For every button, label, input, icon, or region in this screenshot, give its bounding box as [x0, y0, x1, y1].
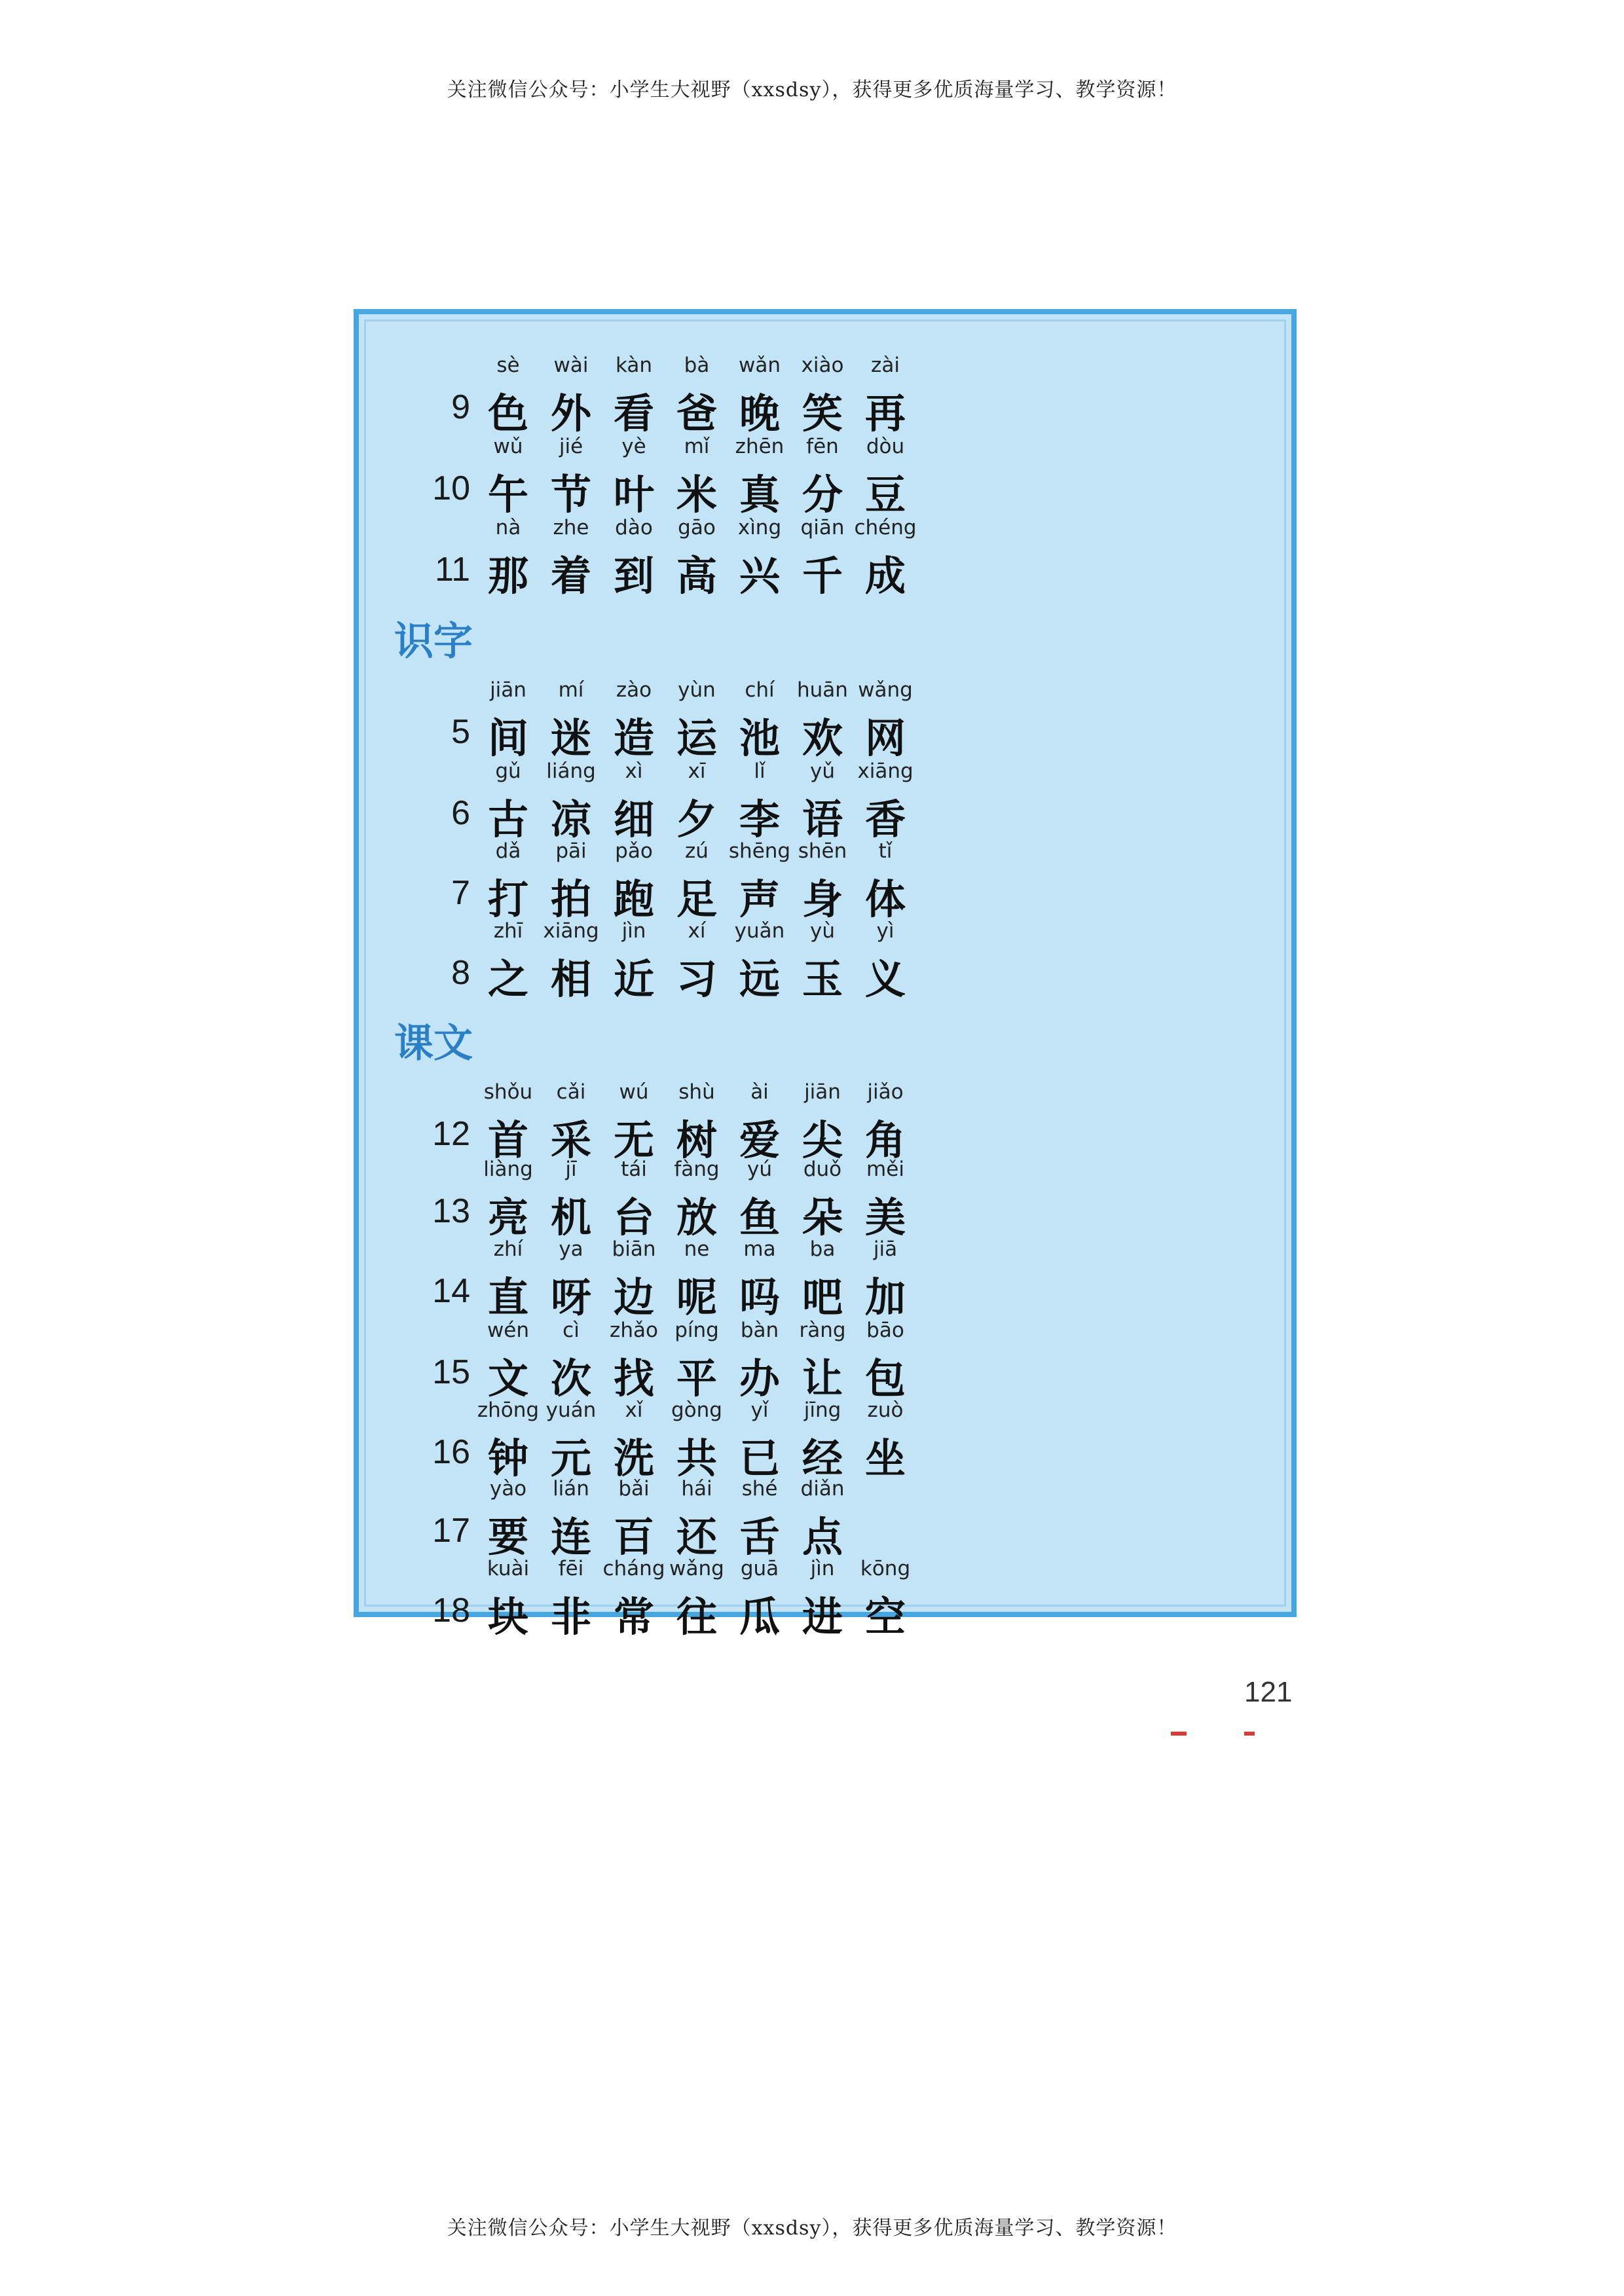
hanzi-character: 细	[613, 795, 654, 843]
hanzi-character: 共	[676, 1434, 717, 1482]
hanzi-character: 那	[487, 552, 528, 600]
hanzi-character: 往	[676, 1593, 717, 1641]
pinyin-label: wén	[487, 1319, 530, 1342]
lesson-row	[359, 1398, 1289, 1482]
pinyin-label: bà	[684, 354, 710, 377]
hanzi-character: 平	[676, 1355, 717, 1402]
character-cell	[853, 354, 918, 437]
lesson-number: 16	[432, 1433, 470, 1471]
hanzi-character: 声	[739, 875, 780, 923]
hanzi-character: 呢	[676, 1273, 717, 1321]
hanzi-character: 间	[487, 714, 528, 762]
pinyin-label: ma	[743, 1237, 776, 1261]
lesson-row	[359, 759, 1289, 843]
hanzi-character: 百	[613, 1513, 654, 1561]
pinyin-label: dǎ	[495, 839, 521, 863]
lesson-number: 14	[432, 1272, 470, 1310]
watermark-top: 关注微信公众号：小学生大视野（xxsdsy），获得更多优质海量学习、教学资源！	[447, 79, 1177, 101]
pinyin-label: shǒu	[483, 1080, 533, 1104]
lesson-row	[359, 435, 1289, 519]
character-cell	[853, 919, 918, 1003]
hanzi-character: 钟	[487, 1434, 528, 1482]
pinyin-label: jìn	[810, 1557, 835, 1580]
hanzi-character: 舌	[739, 1513, 780, 1561]
hanzi-character: 欢	[802, 714, 843, 762]
hanzi-character: 连	[550, 1513, 591, 1561]
hanzi-character: 包	[864, 1355, 906, 1402]
pinyin-label: ràng	[799, 1319, 846, 1342]
hanzi-character: 鱼	[739, 1194, 780, 1241]
page-number: 121	[1244, 1676, 1293, 1708]
pinyin-label: xǐ	[625, 1398, 643, 1422]
hanzi-character: 尖	[802, 1116, 843, 1164]
hanzi-character: 点	[802, 1513, 843, 1561]
hanzi-character: 真	[739, 471, 780, 519]
hanzi-character: 树	[676, 1116, 717, 1164]
pinyin-label: yè	[621, 435, 646, 458]
pinyin-label: chí	[745, 678, 775, 702]
pinyin-label: shēn	[798, 839, 847, 863]
pinyin-label: zhǎo	[610, 1319, 658, 1342]
hanzi-character: 亮	[487, 1194, 528, 1241]
pinyin-label: wǎng	[669, 1557, 724, 1580]
pinyin-label: bàn	[740, 1319, 779, 1342]
hanzi-character: 近	[613, 955, 654, 1003]
red-mark	[1171, 1732, 1187, 1736]
hanzi-character: 朵	[802, 1194, 843, 1241]
lesson-number: 8	[451, 954, 470, 992]
lesson-row	[359, 1080, 1289, 1164]
hanzi-character: 美	[864, 1194, 906, 1241]
hanzi-character: 常	[613, 1593, 654, 1641]
hanzi-character: 色	[487, 390, 528, 437]
hanzi-character: 米	[676, 471, 717, 519]
pinyin-label: wǎn	[739, 354, 781, 377]
hanzi-character: 台	[613, 1194, 654, 1241]
lesson-row	[359, 839, 1289, 923]
pinyin-label: fēi	[558, 1557, 584, 1580]
pinyin-label: zhēn	[735, 435, 784, 458]
hanzi-character: 机	[550, 1194, 591, 1241]
hanzi-character: 到	[613, 552, 654, 600]
hanzi-character: 角	[864, 1116, 906, 1164]
pinyin-label: zài	[871, 354, 900, 377]
pinyin-label: zhōng	[477, 1398, 540, 1422]
lesson-row	[359, 354, 1289, 437]
hanzi-character: 块	[487, 1593, 528, 1641]
pinyin-label: kōng	[860, 1557, 911, 1580]
pinyin-label: yuán	[545, 1398, 597, 1422]
hanzi-character: 迷	[550, 714, 591, 762]
pinyin-label: dòu	[866, 435, 905, 458]
pinyin-label: duǒ	[803, 1157, 842, 1181]
hanzi-character: 直	[487, 1273, 528, 1321]
lesson-row	[359, 678, 1289, 762]
hanzi-character: 加	[864, 1273, 906, 1321]
hanzi-character: 跑	[613, 875, 654, 923]
red-mark	[1244, 1732, 1255, 1736]
pinyin-label: xiāng	[857, 759, 913, 783]
hanzi-character: 元	[550, 1434, 591, 1482]
hanzi-character: 已	[739, 1434, 780, 1482]
pinyin-label: dào	[615, 516, 653, 539]
pinyin-label: shēng	[728, 839, 791, 863]
hanzi-character: 首	[487, 1116, 528, 1164]
hanzi-character: 再	[864, 390, 906, 437]
pinyin-label: mí	[558, 678, 584, 702]
pinyin-label: bāo	[866, 1319, 904, 1342]
pinyin-label: cì	[563, 1319, 580, 1342]
character-cell	[853, 1157, 918, 1241]
hanzi-character: 语	[802, 795, 843, 843]
character-cell	[853, 759, 918, 843]
lesson-row	[359, 1557, 1289, 1641]
hanzi-character: 瓜	[739, 1593, 780, 1641]
hanzi-character: 池	[739, 714, 780, 762]
hanzi-character: 经	[802, 1434, 843, 1482]
lesson-row	[359, 1237, 1289, 1321]
pinyin-label: zú	[685, 839, 709, 863]
hanzi-character: 运	[676, 714, 717, 762]
pinyin-label: jī	[565, 1157, 577, 1181]
hanzi-character: 空	[864, 1593, 906, 1641]
hanzi-character: 采	[550, 1116, 591, 1164]
lesson-row	[359, 1477, 1289, 1561]
pinyin-label: mǐ	[684, 435, 710, 458]
hanzi-character: 让	[802, 1355, 843, 1402]
pinyin-label: ne	[684, 1237, 710, 1261]
pinyin-label: kuài	[487, 1557, 530, 1580]
hanzi-character: 打	[487, 875, 528, 923]
hanzi-character: 之	[487, 955, 528, 1003]
hanzi-character: 节	[550, 471, 591, 519]
pinyin-label: tái	[621, 1157, 647, 1181]
lesson-number: 17	[432, 1512, 470, 1550]
pinyin-label: yì	[876, 919, 895, 943]
lesson-number: 6	[451, 794, 470, 832]
hanzi-character: 办	[739, 1355, 780, 1402]
pinyin-label: chéng	[854, 516, 917, 539]
pinyin-label: ba	[809, 1237, 836, 1261]
hanzi-character: 造	[613, 714, 654, 762]
pinyin-label: nà	[495, 516, 521, 539]
lesson-number: 11	[435, 551, 470, 589]
character-cell	[790, 1477, 855, 1561]
pinyin-label: wú	[619, 1080, 649, 1104]
hanzi-character: 午	[487, 471, 528, 519]
pinyin-label: huān	[797, 678, 848, 702]
pinyin-label: píng	[674, 1319, 719, 1342]
lesson-number: 7	[451, 874, 470, 912]
pinyin-label: diǎn	[800, 1477, 845, 1501]
pinyin-label: zào	[616, 678, 652, 702]
hanzi-character: 晚	[739, 390, 780, 437]
pinyin-label: zuò	[867, 1398, 904, 1422]
section-title: 课文	[394, 1021, 473, 1066]
pinyin-label: xiāng	[543, 919, 599, 943]
pinyin-label: pǎo	[615, 839, 653, 863]
pinyin-label: yú	[747, 1157, 772, 1181]
section-title: 识字	[394, 619, 473, 665]
hanzi-character: 叶	[613, 471, 654, 519]
hanzi-character: 习	[676, 955, 717, 1003]
character-table-panel	[354, 309, 1297, 1641]
hanzi-character: 着	[550, 552, 591, 600]
hanzi-character: 边	[613, 1273, 654, 1321]
hanzi-character: 体	[864, 875, 906, 923]
pinyin-label: gāo	[678, 516, 716, 539]
pinyin-label: jiǎo	[867, 1080, 904, 1104]
pinyin-label: yuǎn	[734, 919, 785, 943]
pinyin-label: ài	[750, 1080, 769, 1104]
hanzi-character: 远	[739, 955, 780, 1003]
hanzi-character: 外	[550, 390, 591, 437]
pinyin-label: qiān	[800, 516, 845, 539]
hanzi-character: 分	[802, 471, 843, 519]
pinyin-label: yào	[489, 1477, 527, 1501]
hanzi-character: 兴	[739, 552, 780, 600]
pinyin-label: yǐ	[750, 1398, 769, 1422]
pinyin-label: guā	[740, 1557, 779, 1580]
hanzi-character: 还	[676, 1513, 717, 1561]
pinyin-label: yù	[810, 919, 835, 943]
hanzi-character: 吗	[739, 1273, 780, 1321]
hanzi-character: 吧	[802, 1273, 843, 1321]
hanzi-character: 义	[864, 955, 906, 1003]
hanzi-character: 进	[802, 1593, 843, 1641]
pinyin-label: cháng	[602, 1557, 665, 1580]
pinyin-label: zhe	[553, 516, 589, 539]
pinyin-label: hái	[681, 1477, 712, 1501]
pinyin-label: cǎi	[556, 1080, 586, 1104]
hanzi-character: 身	[802, 875, 843, 923]
pinyin-label: liàng	[483, 1157, 533, 1181]
pinyin-label: fàng	[674, 1157, 720, 1181]
pinyin-label: bǎi	[618, 1477, 650, 1501]
pinyin-label: xì	[625, 759, 643, 783]
hanzi-character: 放	[676, 1194, 717, 1241]
hanzi-character: 坐	[864, 1434, 906, 1482]
pinyin-label: ya	[559, 1237, 583, 1261]
character-cell	[853, 435, 918, 519]
hanzi-character: 千	[802, 552, 843, 600]
lesson-number: 10	[432, 469, 470, 507]
lesson-number: 12	[432, 1115, 470, 1153]
pinyin-label: kàn	[615, 354, 653, 377]
pinyin-label: xí	[688, 919, 706, 943]
hanzi-character: 文	[487, 1355, 528, 1402]
pinyin-label: sè	[496, 354, 520, 377]
lesson-row	[359, 1157, 1289, 1241]
pinyin-label: jiān	[490, 678, 526, 702]
hanzi-character: 拍	[550, 875, 591, 923]
character-cell	[853, 1080, 918, 1164]
pinyin-label: lǐ	[754, 759, 766, 783]
character-cell	[853, 1237, 918, 1321]
hanzi-character: 要	[487, 1513, 528, 1561]
lesson-number: 15	[432, 1353, 470, 1391]
pinyin-label: jiā	[873, 1237, 898, 1261]
hanzi-character: 高	[676, 552, 717, 600]
pinyin-label: liáng	[546, 759, 596, 783]
watermark-bottom: 关注微信公众号：小学生大视野（xxsdsy），获得更多优质海量学习、教学资源！	[447, 2217, 1177, 2240]
pinyin-label: jiān	[804, 1080, 841, 1104]
pinyin-label: xiào	[801, 354, 844, 377]
pinyin-label: shù	[678, 1080, 715, 1104]
character-cell	[853, 839, 918, 923]
hanzi-character: 笑	[802, 390, 843, 437]
pinyin-label: jīng	[803, 1398, 841, 1422]
pinyin-label: zhí	[493, 1237, 523, 1261]
character-cell	[853, 1557, 918, 1641]
lesson-number: 18	[432, 1592, 470, 1630]
pinyin-label: wài	[553, 354, 589, 377]
pinyin-label: biān	[612, 1237, 656, 1261]
pinyin-label: zhī	[493, 919, 523, 943]
pinyin-label: wǔ	[493, 435, 523, 458]
hanzi-character: 夕	[676, 795, 717, 843]
hanzi-character: 呀	[550, 1273, 591, 1321]
hanzi-character: 玉	[802, 955, 843, 1003]
hanzi-character: 香	[864, 795, 906, 843]
hanzi-character: 洗	[613, 1434, 654, 1482]
pinyin-label: měi	[866, 1157, 904, 1181]
character-cell	[853, 1398, 918, 1482]
lesson-number: 5	[451, 713, 470, 751]
hanzi-character: 爸	[676, 390, 717, 437]
pinyin-label: yùn	[678, 678, 716, 702]
pinyin-label: yǔ	[810, 759, 835, 783]
lesson-row	[359, 1319, 1289, 1402]
hanzi-character: 古	[487, 795, 528, 843]
character-cell	[853, 516, 918, 600]
lesson-number: 9	[451, 388, 470, 426]
lesson-number: 13	[432, 1192, 470, 1230]
pinyin-label: lián	[553, 1477, 589, 1501]
pinyin-label: jié	[559, 435, 583, 458]
hanzi-character: 李	[739, 795, 780, 843]
pinyin-label: tǐ	[878, 839, 893, 863]
hanzi-character: 凉	[550, 795, 591, 843]
character-cell	[853, 1319, 918, 1402]
pinyin-label: shé	[741, 1477, 778, 1501]
character-cell	[853, 678, 918, 762]
pinyin-label: xī	[688, 759, 706, 783]
pinyin-label: xìng	[737, 516, 782, 539]
pinyin-label: fēn	[806, 435, 839, 458]
hanzi-character: 成	[864, 552, 906, 600]
hanzi-character: 找	[613, 1355, 654, 1402]
hanzi-character: 相	[550, 955, 591, 1003]
hanzi-character: 无	[613, 1116, 654, 1164]
lesson-row	[359, 919, 1289, 1003]
hanzi-character: 豆	[864, 471, 906, 519]
hanzi-character: 爱	[739, 1116, 780, 1164]
hanzi-character: 次	[550, 1355, 591, 1402]
lesson-row	[359, 516, 1289, 600]
hanzi-character: 非	[550, 1593, 591, 1641]
hanzi-character: 网	[864, 714, 906, 762]
hanzi-character: 看	[613, 390, 654, 437]
pinyin-label: jìn	[621, 919, 646, 943]
hanzi-character: 足	[676, 875, 717, 923]
pinyin-label: gòng	[671, 1398, 722, 1422]
pinyin-label: pāi	[555, 839, 587, 863]
pinyin-label: wǎng	[858, 678, 913, 702]
pinyin-label: gǔ	[495, 759, 521, 783]
